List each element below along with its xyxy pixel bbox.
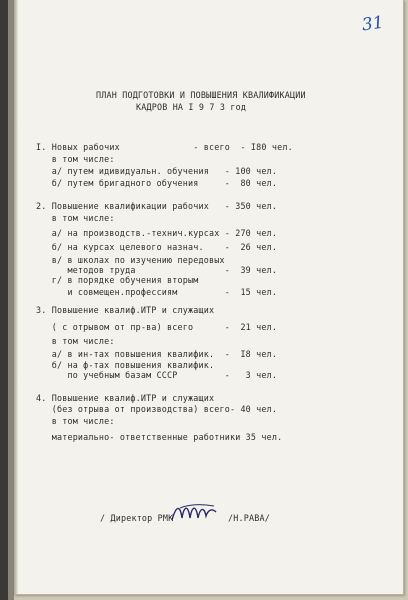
plan-line: а/ в ин-тах повышения квалифик. - I8 чел. xyxy=(36,349,278,359)
signature-name: /Н.РАВА/ xyxy=(228,513,270,523)
plan-line: в том числе: xyxy=(36,416,115,426)
plan-line: а/ путем идивидуальн. обучения - 100 чел. xyxy=(36,166,278,176)
page-number: 31 xyxy=(360,12,385,36)
plan-line: в том числе: xyxy=(36,336,115,346)
plan-line: в том числе: xyxy=(36,154,115,164)
plan-line: 2. Повышение квалификации рабочих - 350 чел. xyxy=(36,201,278,211)
plan-line: б/ путем бригадного обучения - 80 чел. xyxy=(36,178,278,188)
plan-line: б/ на курсах целевого назнач. - 26 чел. xyxy=(36,242,278,252)
plan-line: материально- ответственные работники 35 чел. xyxy=(36,432,283,442)
plan-line: а/ на производств.-технич.курсах - 270 чел. xyxy=(36,228,278,238)
plan-line: г/ в порядке обучения вторым xyxy=(36,275,199,285)
binding-edge xyxy=(0,0,8,600)
plan-line: по учебным базам СССР - 3 чел. xyxy=(36,370,278,380)
plan-line: и совмещен.профессиям - 15 чел. xyxy=(36,287,278,297)
plan-line: б/ на ф-тах повышения квалифик. xyxy=(36,360,215,370)
title-line-1: ПЛАН ПОДГОТОВКИ И ПОВЫШЕНИЯ КВАЛИФИКАЦИИ xyxy=(96,90,306,100)
plan-line: I. Новых рабочих - всего - I80 чел. xyxy=(36,142,293,152)
plan-line: 3. Повышение квалиф.ИТР и служащих xyxy=(36,305,215,315)
plan-line: методов труда - 39 чел. xyxy=(36,265,278,275)
plan-line: ( с отрывом от пр-ва) всего - 21 чел. xyxy=(36,322,278,332)
title-line-2: КАДРОВ НА I 9 7 3 год xyxy=(136,102,247,112)
plan-line: в том числе: xyxy=(36,213,115,223)
handwritten-signature xyxy=(170,502,218,524)
page-fold xyxy=(14,0,18,594)
plan-line: (без отрыва от производства) всего- 40 чел. xyxy=(36,404,278,414)
signature-title: / Директор РМК xyxy=(100,513,174,523)
plan-line: 4. Повышение квалиф.ИТР и служащих xyxy=(36,393,215,403)
plan-line: в/ в школах по изучению передовых xyxy=(36,255,225,265)
